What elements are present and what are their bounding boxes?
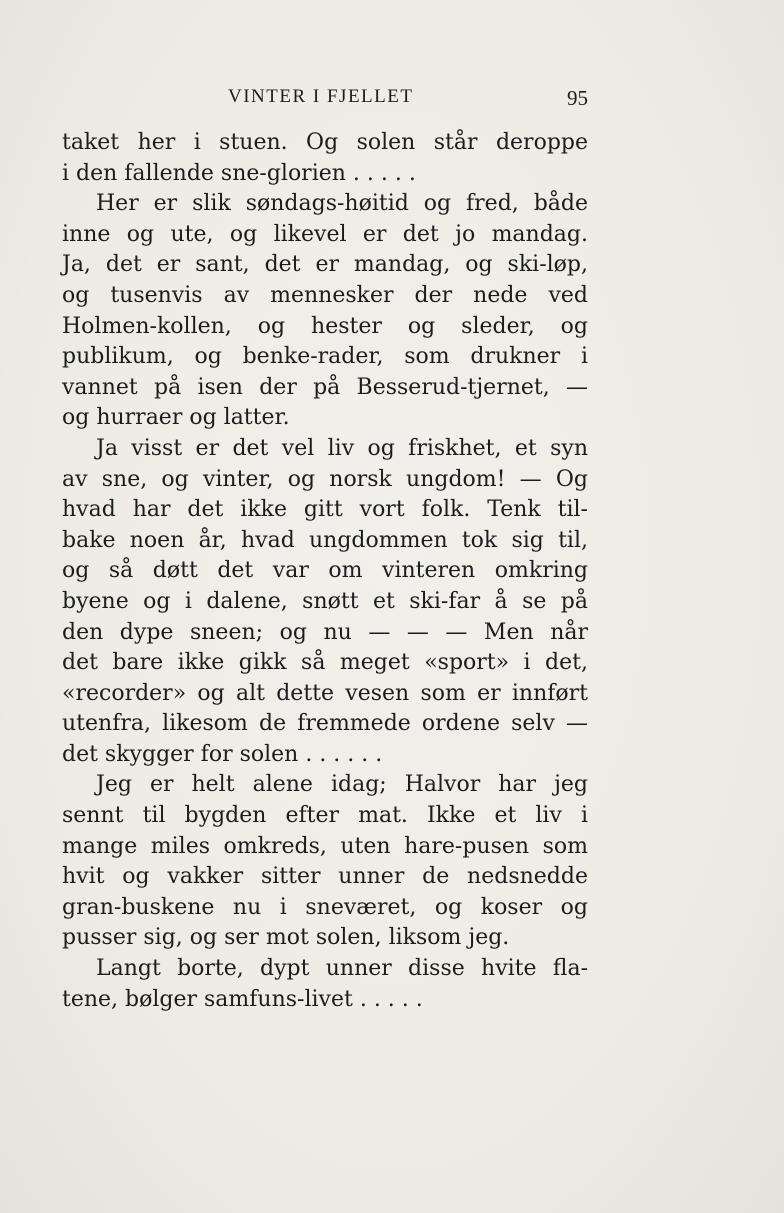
text-line: det skygger for solen . . . . . . (62, 741, 383, 767)
running-title: VINTER I FJELLET (228, 86, 414, 107)
text-line: Langt borte, dypt unner disse hvite fla- (96, 956, 588, 982)
text-line: pusser sig, og ser mot solen, liksom jeg. (62, 925, 510, 951)
text-line: inne og ute, og likevel er det jo mandag. (62, 221, 588, 247)
text-line: og hurraer og latter. (62, 405, 290, 431)
text-line: utenfra, likesom de fremmede ordene selv — (62, 711, 588, 737)
text-line: vannet på isen der på Besserud-tjernet, — (62, 374, 588, 400)
text-line: «recorder» og alt dette vesen som er innført (62, 680, 588, 706)
text-line: publikum, og benke-rader, som drukner i (62, 344, 588, 370)
text-line: Ja, det er sant, det er mandag, og ski-løp, (62, 252, 588, 278)
text-line: hvit og vakker sitter unner de nedsnedde (62, 864, 588, 890)
text-line: og så døtt det var om vinteren omkring (62, 558, 588, 584)
text-line: og tusenvis av mennesker der nede ved (62, 282, 588, 308)
text-line: Ja visst er det vel liv og friskhet, et syn (96, 435, 588, 461)
text-line: mange miles omkreds, uten hare-pusen som (62, 833, 588, 859)
text-line: byene og i dalene, snøtt et ski-far å se på (62, 588, 588, 614)
text-line: sennt til bygden efter mat. Ikke et liv i (62, 803, 588, 829)
text-line: tene, bølger samfuns-livet . . . . . (62, 986, 423, 1012)
text-line: i den fallende sne-glorien . . . . . (62, 160, 416, 186)
text-line: det bare ikke gikk så meget «sport» i det, (62, 650, 588, 676)
text-line: Jeg er helt alene idag; Halvor har jeg (96, 772, 588, 798)
text-line: gran-buskene nu i sneværet, og koser og (62, 894, 588, 920)
text-line: Holmen-kollen, og hester og sleder, og (62, 313, 588, 339)
text-line: Her er slik søndags-høitid og fred, både (96, 191, 588, 217)
text-line: av sne, og vinter, og norsk ungdom! — Og (62, 466, 588, 492)
page-header (62, 86, 588, 112)
body-text (62, 128, 588, 1015)
text-line: hvad har det ikke gitt vort folk. Tenk til- (62, 497, 588, 523)
text-line: taket her i stuen. Og solen står deroppe (62, 130, 588, 155)
text-line: bake noen år, hvad ungdommen tok sig til, (62, 527, 588, 553)
page-number: 95 (567, 86, 588, 110)
text-line: den dype sneen; og nu — — — Men når (62, 619, 588, 645)
